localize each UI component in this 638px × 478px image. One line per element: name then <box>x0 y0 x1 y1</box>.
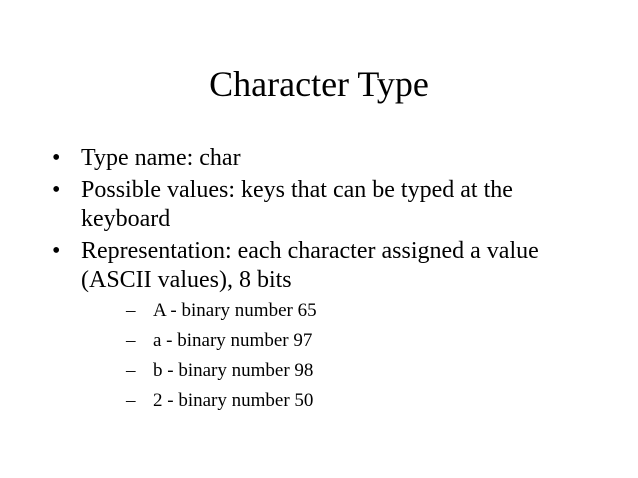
bullet-marker: • <box>52 238 61 264</box>
sub-bullet-text: A - binary number 65 <box>153 300 317 321</box>
dash-marker: – <box>126 390 136 411</box>
sub-bullet-list <box>81 299 592 413</box>
sub-bullet-item <box>126 389 592 413</box>
sub-bullet-item <box>126 329 592 353</box>
sub-bullet-text: b - binary number 98 <box>153 360 314 381</box>
sub-bullet-text: 2 - binary number 50 <box>153 390 314 411</box>
dash-marker: – <box>126 330 136 351</box>
bullet-text: Type name: char <box>81 145 241 171</box>
dash-marker: – <box>126 300 136 321</box>
bullet-item-representation <box>52 237 592 413</box>
slide-title: Character Type <box>209 64 429 104</box>
bullet-text: Possible values: keys that can be typed at the keyboard <box>81 177 513 232</box>
bullet-item-type-name <box>52 144 592 173</box>
bullet-marker: • <box>52 177 61 203</box>
bullet-item-possible-values <box>52 176 592 234</box>
bullet-list <box>52 144 592 419</box>
sub-bullet-item <box>126 299 592 323</box>
dash-marker: – <box>126 360 136 381</box>
sub-bullet-text: a - binary number 97 <box>153 330 313 351</box>
sub-bullet-item <box>126 359 592 383</box>
bullet-marker: • <box>52 145 61 171</box>
bullet-text: Representation: each character assigned a value (ASCII values), 8 bits <box>81 238 539 293</box>
